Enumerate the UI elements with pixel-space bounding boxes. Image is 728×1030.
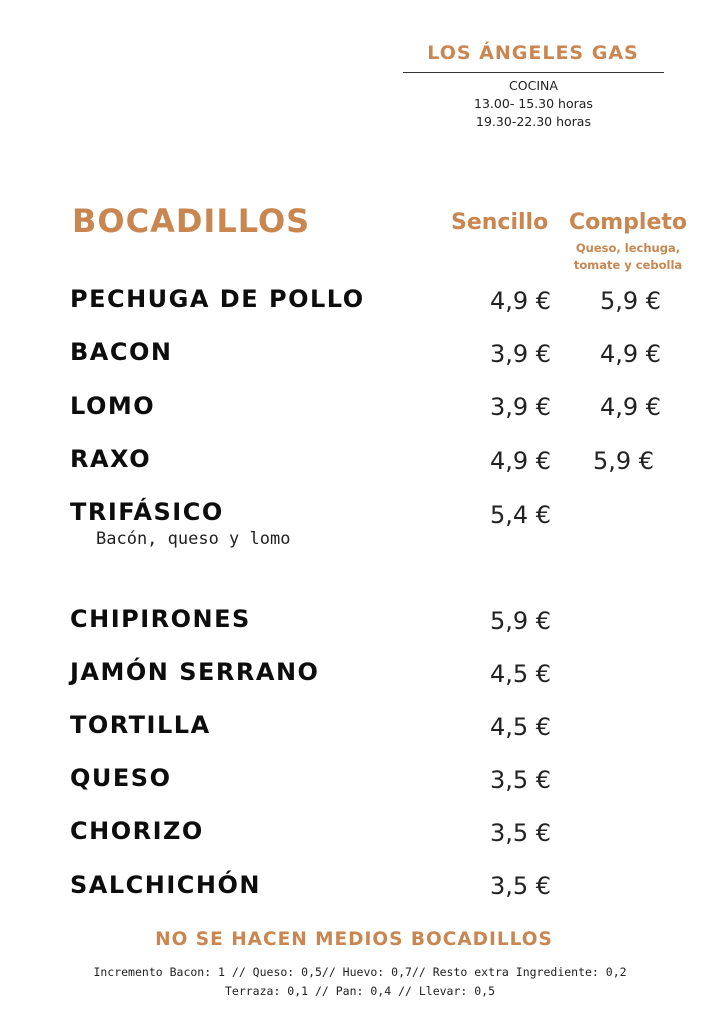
menu-item-price-simple: 3,9 € (490, 340, 552, 368)
menu-item-name: CHORIZO (70, 817, 204, 845)
menu-item-name: TORTILLA (70, 711, 211, 739)
menu-item-price-simple: 5,9 € (490, 607, 552, 635)
menu-item-name: BACON (70, 338, 173, 366)
menu-item-price-simple: 4,5 € (490, 660, 552, 688)
menu-item-price-complete: 4,9 € (600, 393, 662, 421)
column-complete-note (565, 240, 691, 274)
menu-item-price-simple: 4,5 € (490, 713, 552, 741)
section-title: BOCADILLOS (72, 202, 311, 240)
kitchen-hours-lunch: 13.00- 15.30 horas (474, 96, 593, 111)
column-complete-note-line-2: tomate y cebolla (573, 258, 683, 272)
menu-item-description: Bacón, queso y lomo (96, 529, 291, 549)
menu-item-name: PECHUGA DE POLLO (70, 285, 365, 313)
menu-item-name: RAXO (70, 445, 152, 473)
menu-item-price-complete: 5,9 € (593, 447, 655, 475)
no-half-sandwiches-notice: NO SE HACEN MEDIOS BOCADILLOS (155, 929, 553, 950)
menu-item-name: TRIFÁSICO (70, 498, 224, 526)
menu-item-price-simple: 4,9 € (490, 287, 552, 315)
menu-item-price-simple: 3,9 € (490, 393, 552, 421)
menu-item-price-simple: 3,5 € (490, 872, 552, 900)
kitchen-label: COCINA (509, 78, 558, 93)
restaurant-name: LOS ÁNGELES GAS (427, 42, 639, 64)
menu-item-price-simple: 3,5 € (490, 766, 552, 794)
menu-item-price-simple: 3,5 € (490, 819, 552, 847)
column-header-complete: Completo (569, 210, 688, 235)
menu-item-name: CHIPIRONES (70, 605, 251, 633)
menu-item-price-complete: 4,9 € (600, 340, 662, 368)
kitchen-hours-dinner: 19.30-22.30 horas (476, 114, 591, 129)
column-complete-note-line-1: Queso, lechuga, (575, 241, 681, 255)
column-header-simple: Sencillo (451, 210, 549, 235)
menu-item-name: LOMO (70, 392, 156, 420)
menu-item-name: QUESO (70, 764, 172, 792)
extras-pricing-line: Incremento Bacon: 1 // Queso: 0,5// Huevo: 0,7// Resto extra Ingrediente: 0,2 (93, 965, 627, 979)
header-divider (403, 72, 664, 73)
menu-item-name: JAMÓN SERRANO (70, 658, 320, 686)
menu-item-name: SALCHICHÓN (70, 871, 261, 899)
menu-item-price-simple: 5,4 € (490, 501, 552, 529)
menu-item-price-complete: 5,9 € (600, 287, 662, 315)
menu-item-price-simple: 4,9 € (490, 447, 552, 475)
service-pricing-line: Terraza: 0,1 // Pan: 0,4 // Llevar: 0,5 (224, 984, 496, 998)
